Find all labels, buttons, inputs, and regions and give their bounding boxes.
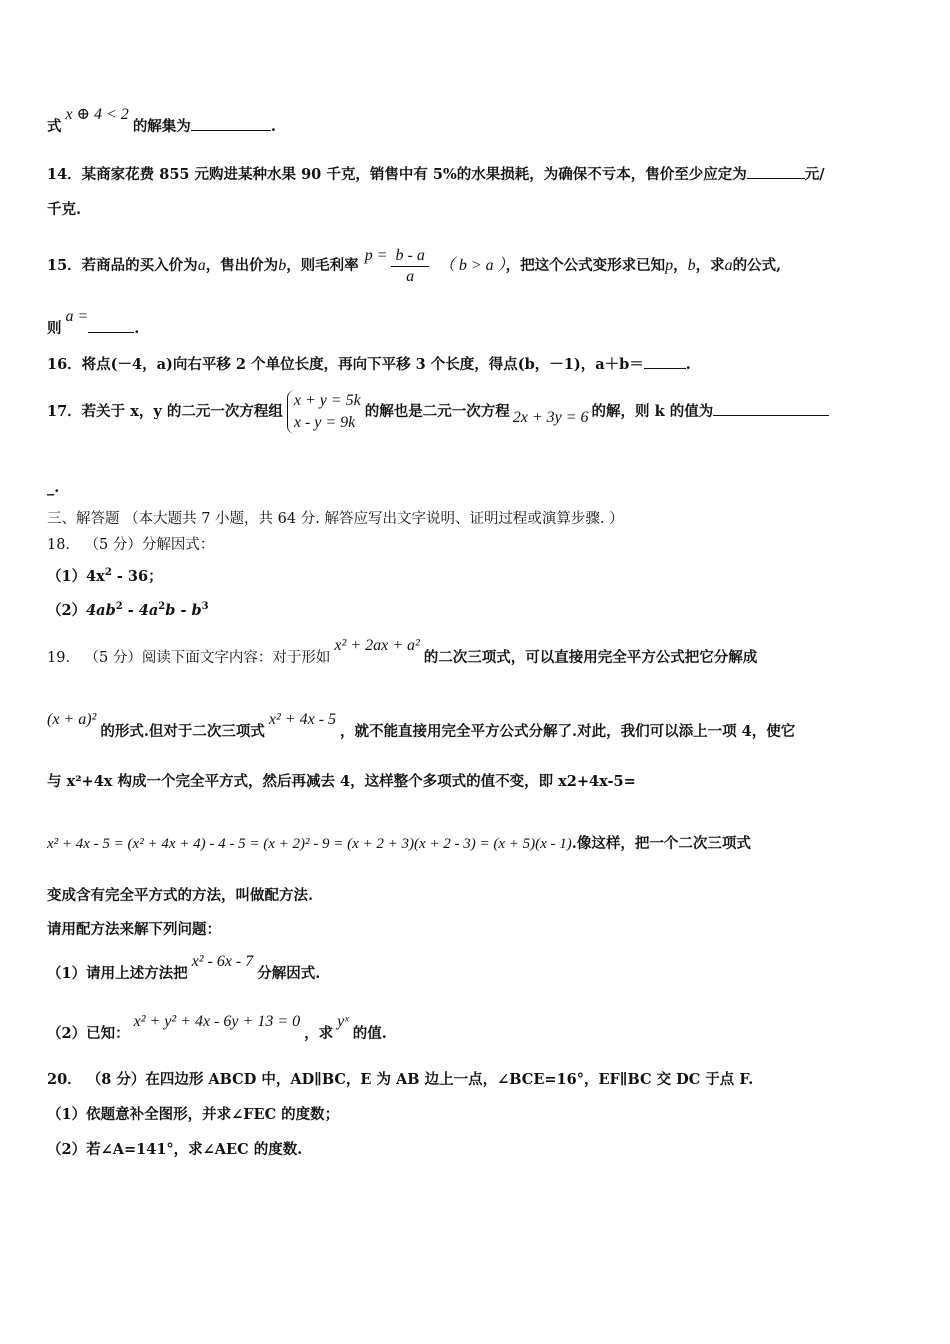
q17-line [47, 386, 829, 438]
q19-text-2: 的二次三项式，可以直接用完全平方公式把它分解成 [423, 649, 758, 666]
q15-var-b2: b [687, 257, 696, 274]
q19-p2-formula: x² + y² + 4x - 6y + 13 = 0 [133, 1013, 301, 1030]
q15-text-7: 的公式, [732, 257, 782, 274]
q16-answer-blank[interactable] [644, 354, 686, 369]
q14-text: 14．某商家花费 855 元购进某种水果 90 千克，销售中有 5%的水果损耗，为确保不亏本，售价至少应定为 [47, 166, 747, 183]
q14-continued: 千克. [47, 201, 82, 218]
q17-text-2: 的解也是二元一次方程 [364, 403, 510, 420]
q18-p1-label: （1） [47, 568, 87, 585]
q20-part2 [47, 1140, 302, 1160]
q18-title-text: 18． （5 分）分解因式： [47, 537, 215, 553]
q17-equation-3: 2x + 3y = 6 [512, 409, 589, 426]
q17-equation-1: x + y = 5k [293, 392, 361, 409]
q17-line2 [47, 478, 59, 498]
q15-a-equals: a = [65, 308, 89, 325]
q17-answer-blank[interactable] [713, 401, 829, 416]
q15-p-equals: p = [364, 247, 388, 264]
q18-p2-term3: b - b [165, 602, 202, 619]
q15-cont-text: 则 [47, 320, 62, 337]
section-3-text: 三、解答题 （本大题共 7 小题，共 64 分. 解答应写出文字说明、证明过程或演算步骤. ） [47, 511, 624, 527]
q15-numerator: b - a [391, 246, 428, 267]
q13-text: 的解集为 [132, 118, 191, 135]
q17-text-3: 的解，则 k 的值为 [591, 403, 714, 420]
q15-var-a2: a [724, 257, 733, 274]
q15-text-2: ，售出价为 [205, 257, 279, 274]
q15-denominator: a [406, 267, 415, 285]
q16-text: 16．将点(－4，a)向右平移 2 个单位长度，再向下平移 3 个长度，得点(b，－1)，a＋b＝ [47, 356, 644, 373]
q19-p2-end: 的值. [352, 1025, 387, 1042]
q20-title-text: 20． （8 分）在四边形 ABCD 中，AD∥BC，E 为 AB 边上一点，∠BCE=16°，EF∥BC 交 DC 于点 F. [47, 1071, 754, 1088]
q18-part2 [47, 601, 209, 621]
q16-line [47, 354, 691, 375]
q20-part1 [47, 1105, 339, 1125]
section-3-heading [47, 509, 624, 529]
q19-line5 [47, 886, 313, 906]
q13-formula: x ⊕ 4 < 2 [65, 106, 129, 123]
q19-p1-text: （1）请用上述方法把 [47, 965, 188, 982]
q15-text-1: 15．若商品的买入价为 [47, 257, 198, 274]
q15-text-6: ，求 [695, 257, 725, 274]
q15-text-4: ，把这个公式变形求已知 [505, 257, 666, 274]
q18-p1-base: 4x [86, 568, 105, 585]
q13-answer-blank[interactable] [191, 116, 271, 131]
q19-formula-1: x² + 2ax + a² [334, 637, 420, 654]
q18-p1-exp: 2 [104, 567, 112, 579]
q18-p2-term1: 4ab [86, 602, 116, 619]
q19-line2 [47, 711, 796, 742]
q19-p2-text-2: ，求 [304, 1025, 334, 1042]
q15-line2 [47, 308, 140, 339]
q14-answer-blank[interactable] [747, 164, 805, 179]
q16-end: . [685, 356, 691, 373]
q18-title [47, 535, 214, 555]
q19-line1 [47, 637, 758, 668]
q17-text-1: 17．若关于 x，y 的二元一次方程组 [47, 403, 283, 420]
q15-var-p: p [665, 257, 674, 274]
q17-equation-system [287, 390, 361, 434]
q19-p2-text: （2）已知： [47, 1025, 130, 1042]
q14-unit: 元/ [804, 166, 825, 183]
q19-text-1: 19． （5 分）阅读下面文字内容：对于形如 [47, 650, 331, 666]
q19-part2 [47, 1013, 387, 1044]
q19-text-6: .像这样，把一个二次三项式 [571, 835, 751, 852]
q18-p2-label: （2） [47, 602, 87, 619]
q19-p1-end: 分解因式. [257, 965, 321, 982]
q15-var-b: b [278, 257, 287, 274]
q19-line3 [47, 772, 636, 792]
q17-continued: _. [47, 479, 60, 496]
q14-line [47, 164, 825, 185]
q17-equation-2: x - y = 9k [293, 414, 356, 431]
q13-prefix: 式 [47, 118, 62, 135]
q19-text-8: 请用配方法来解下列问题： [47, 921, 221, 938]
q15-line [47, 238, 781, 294]
q15-answer-blank[interactable] [88, 318, 134, 333]
q20-p2-text: （2）若∠A=141°，求∠AEC 的度数. [47, 1141, 303, 1158]
q19-part1 [47, 953, 321, 984]
q19-line4 [47, 834, 751, 854]
q18-part1 [47, 567, 163, 587]
q19-formula-4: x² + 4x - 5 = (x² + 4x + 4) - 4 - 5 = (x + 2)² - 9 = (x + 2 + 3)(x + 2 - 3) = (x + 5)(x - 1) [47, 836, 572, 852]
q18-p1-rest: - 36； [111, 568, 163, 585]
q15-fraction [391, 246, 428, 287]
q13-end: . [270, 118, 276, 135]
q20-p1-text: （1）依题意补全图形，并求∠FEC 的度数； [47, 1106, 340, 1123]
q19-formula-3: x² + 4x - 5 [268, 711, 337, 728]
q18-p2-term2: - 4a [122, 602, 159, 619]
q15-text-5: ， [673, 257, 688, 274]
q19-text-3: 的形式.但对于二次三项式 [100, 723, 265, 740]
q15-condition: （ b > a ） [438, 257, 506, 274]
q15-end: . [134, 320, 140, 337]
q20-title [47, 1070, 753, 1090]
q13-line [47, 106, 276, 137]
q19-line6 [47, 920, 221, 940]
q18-p2-exp2: 2 [158, 601, 166, 613]
q19-p2-power: yˣ [337, 1013, 349, 1030]
q19-formula-2: (x + a)² [47, 711, 97, 728]
q19-text-7: 变成含有完全平方式的方法，叫做配方法. [47, 887, 314, 904]
q15-text-3: ，则毛利率 [286, 257, 359, 274]
q15-var-a: a [197, 257, 206, 274]
q14-line2 [47, 200, 81, 220]
q19-text-4: ，就不能直接用完全平方公式分解了.对此，我们可以添上一项 4，使它 [340, 723, 796, 740]
q18-p2-exp3: 3 [201, 601, 209, 613]
q19-p1-formula: x² - 6x - 7 [191, 953, 254, 970]
q18-p2-exp1: 2 [115, 601, 123, 613]
q19-text-5: 与 x²+4x 构成一个完全平方式，然后再减去 4，这样整个多项式的值不变，即 x2+4x-5= [47, 773, 636, 790]
